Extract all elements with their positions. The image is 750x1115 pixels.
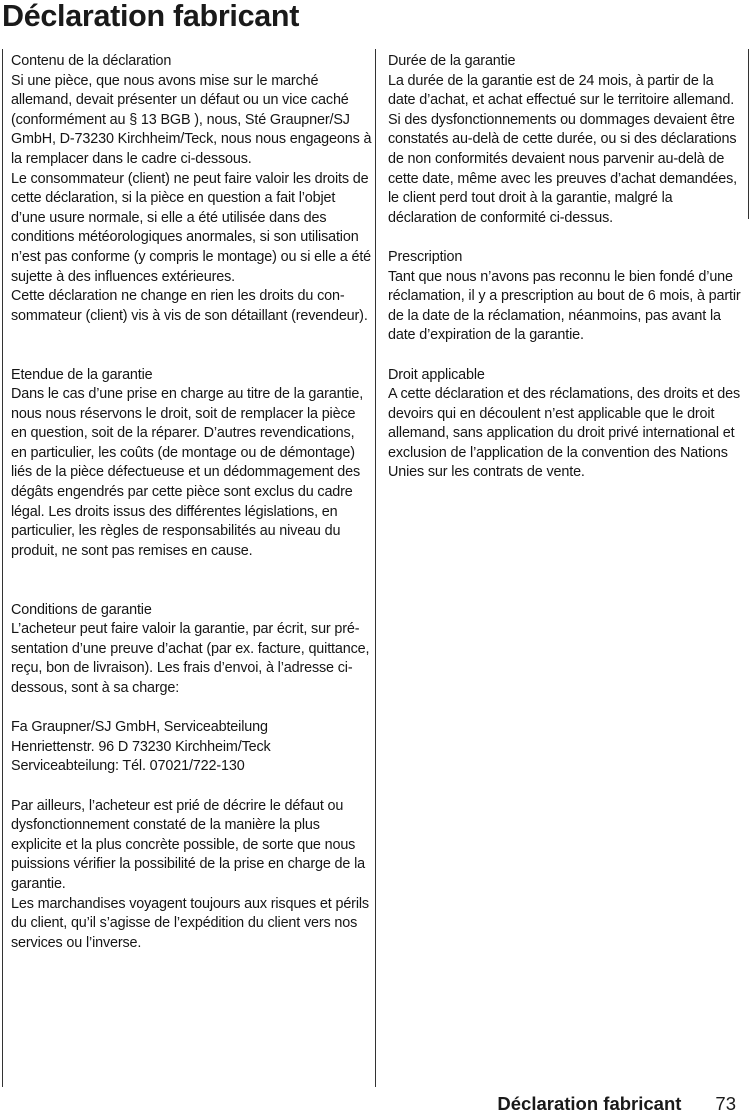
section-spacer [388,228,744,248]
paragraph: Les marchandises voyagent toujours aux risques et périls du client, qu’il s’agisse de l’expédition du client vers nos services ou l’inverse. [11,895,369,951]
page-title: Déclaration fabricant [2,0,300,33]
section-heading-etendue: Etendue de la garantie [11,366,153,383]
paragraph: Si une pièce, que nous avons mise sur le marché allemand, devait présenter un défaut ou un vice caché (conformément au § 13 BGB ), nous, Sté Graupner/SJ GmbH, D-73230 Kirchheim/Teck, nous nous engageons à la remplacer dans le cadre ci-dessous. [11,72,372,167]
section-heading-prescription: Prescription [388,248,463,265]
section-prescription [388,248,744,346]
section-spacer [11,561,373,600]
footer-title: Déclaration fabricant [497,1093,682,1114]
page-number: 73 [715,1093,736,1114]
section-droit [388,366,744,484]
address-street: Henriettenstr. 96 D 73230 Kirchheim/Teck [11,738,271,755]
address-phone: Serviceabteilung: Tél. 07021/722-130 [11,758,245,775]
section-duree [388,52,744,228]
section-spacer [388,346,744,366]
section-heading-conditions: Conditions de garantie [11,601,152,618]
section-contenu [11,52,373,326]
paragraph: A cette déclaration et des réclamations, des droits et des devoirs qui en découlent n’est applicable que le droit allemand, sans application du droit privé international et exclusion de l’application de la convention des Nations Unies sur les contrats de vente. [388,386,741,481]
paragraph-spacer [11,777,373,797]
paragraph: La durée de la garantie est de 24 mois, à partir de la date d’achat, et achat effectué sur le territoire allemand. Si des dysfonctionnements ou dommages devaient être constatés au-delà de cette durée, ou si des déclarations de non conformités devaient nous parvenir au-delà de cette date, même avec les preuves d’achat demandées, le client perd tout droit à la garantie, malgré la déclaration de conformité ci-dessus. [388,72,737,226]
right-edge-rule [748,49,749,219]
section-conditions [11,601,373,954]
paragraph: Tant que nous n’avons pas reconnu le bien fondé d’une réclamation, il y a prescription au bout de 6 mois, à partir de la date de la réclamation, néanmoins, pas avant la date d’expiration de la garantie. [388,268,741,344]
paragraph: Cette déclaration ne change en rien les droits du con-sommateur (client) vis à vis de son détaillant (revendeur). [11,288,368,324]
page-footer [497,1093,736,1115]
center-column-rule [375,49,376,1087]
section-heading-duree: Durée de la garantie [388,53,516,69]
section-spacer [11,326,373,365]
left-column-rule [2,49,3,1087]
section-etendue [11,366,373,562]
paragraph: Par ailleurs, l’acheteur est prié de décrire le défaut ou dysfonctionnement constaté de la manière la plus explicite et la plus concrète possible, de sorte que nous puissions vérifier la possibilité de la prise en charge de la garantie. [11,797,366,892]
paragraph: Dans le cas d’une prise en charge au titre de la garantie, nous nous réservons le droit, soit de remplacer la pièce en question, soit de la réparer. D’autres revendications, en particulier, les coûts (de montage ou de démontage) liés de la pièce défectueuse et un dédommagement des dégâts engendrés par cette pièce sont exclus du cadre légal. Les droits issus des différentes législations, en particulier, les règles de responsabilités au niveau du produit, ne sont pas remises en cause. [11,386,364,559]
paragraph: L’acheteur peut faire valoir la garantie, par écrit, sur pré-sentation d’une preuve d’achat (par ex. facture, quittance, reçu, bon de livraison). Les frais d’envoi, à l’adresse ci-dessous, sont à sa charge: [11,621,370,696]
section-heading-droit: Droit applicable [388,366,485,383]
left-column [11,52,373,953]
right-column [388,52,744,483]
paragraph: Le consommateur (client) ne peut faire valoir les droits de cette déclaration, si la pièce en question a fait l’objet d’une usure normale, si elle a été utilisée dans des conditions météorologiques anormales, si son utilisation n’est pas conforme (y compris le montage) ou si elle a été sujette à des influences extérieures. [11,170,372,285]
paragraph-spacer [11,699,373,719]
address-company: Fa Graupner/SJ GmbH, Serviceabteilung [11,719,268,736]
section-heading-contenu: Contenu de la déclaration [11,53,172,69]
